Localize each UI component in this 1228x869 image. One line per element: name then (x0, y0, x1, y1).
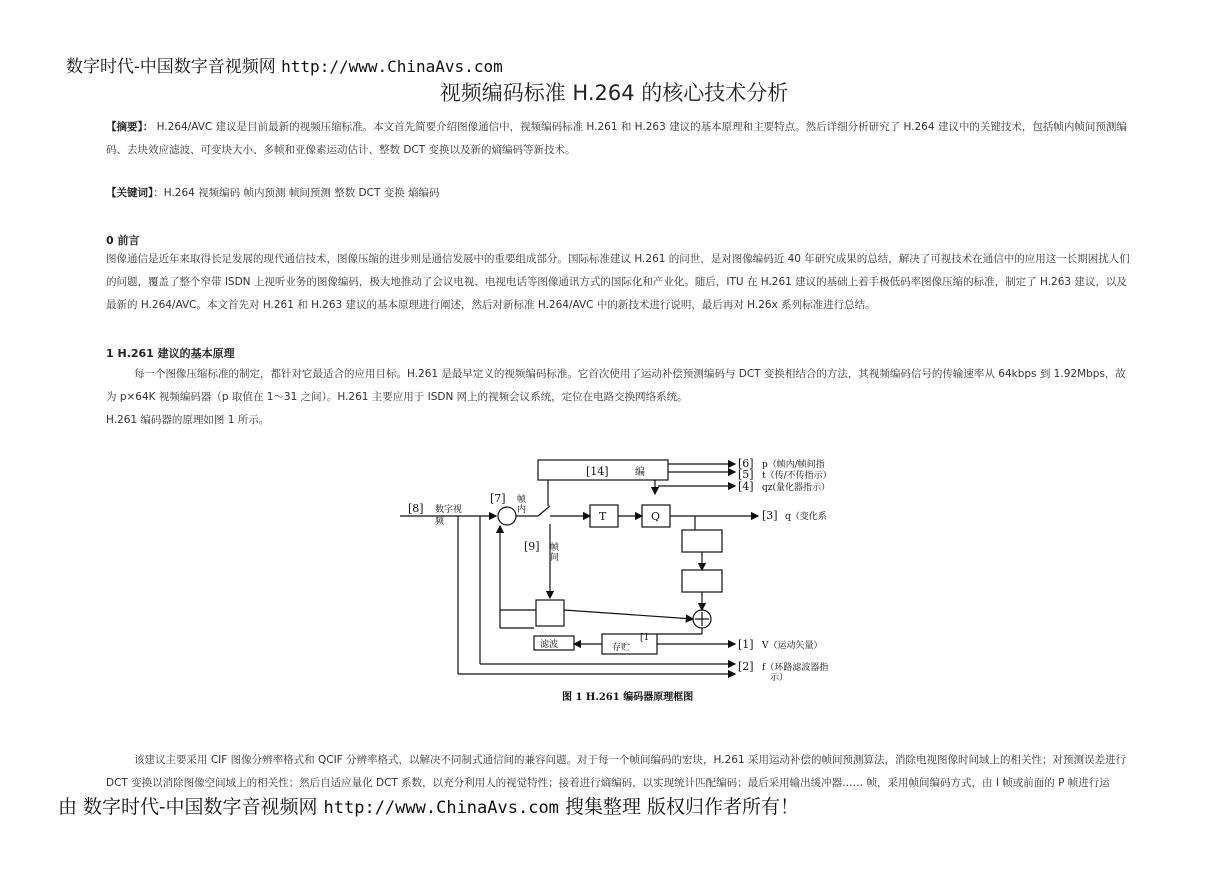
site-header (66, 52, 503, 77)
label-store: 存贮 (612, 643, 631, 653)
document-title: 视频编码标准 H.264 的核心技术分析 (439, 81, 789, 105)
h261-encoder-diagram (390, 448, 860, 708)
footer-site-url[interactable]: http://www.ChinaAvs.com (323, 798, 559, 818)
section-1-heading: 1 H.261 建议的基本原理 (106, 347, 235, 360)
label-input: 数字视 (435, 505, 463, 515)
section-0-heading: 0 前言 (106, 234, 140, 247)
label-q-out: q（变化系 (785, 512, 827, 522)
abstract (106, 116, 1132, 162)
label-T: T (599, 510, 607, 523)
label-v-out: V（运动矢量） (762, 641, 823, 651)
section-1-paragraph: 每一个图像压缩标准的制定，都针对它最适合的应用目标。H.261 是最早定义的视频编码标准。它首次使用了运动补偿预测编码与 DCT 变换相结合的方法，其视频编码信号的传输速率从 64kbps 到 1.92Mbps，故为 p×64K 视频编码器（p 取值在 1～31 之间）。H.261 主要应用于 ISDN 网上的视频会议系统，定位在电路交换网络系统。 (106, 368, 1126, 403)
label-9: [9] (524, 540, 540, 553)
abstract-label: 【摘要】： (106, 121, 154, 133)
footer-suffix: 搜集整理 版权归作者所有！ (558, 796, 800, 818)
label-Q: Q (651, 510, 661, 523)
label-1: [1] (738, 638, 754, 651)
label-4: [4] (738, 480, 754, 493)
site-url-link[interactable]: http://www.ChinaAvs.com (281, 57, 503, 76)
label-7: [7] (490, 492, 506, 505)
site-name: 数字时代-中国数字音视频网 (66, 57, 276, 77)
label-t-out: t（传/不传指示） (762, 471, 832, 481)
inverse-quantizer-box (682, 530, 722, 552)
body-paragraph-2: 该建议主要采用 CIF 图像分辨率格式和 QCIF 分辨率格式，以解决不同制式通信间的兼容问题。对于每一个帧间编码的宏块，H.261 采用运动补偿的帧间预测算法，消除电视图像时间域上的相关性；对预测误差进行 DCT 变换以消除图像空间域上的相关性；然后自适应量化 DCT 系数，以充分利用人的视觉特性；接着进行熵编码，以实现统计匹配编码；最后采用输出缓冲器…… 帧，采用帧间编码方式，由 I 帧或前面的 P 帧进行运 (106, 754, 1126, 789)
keywords-text: ：H.264 视频编码 帧内预测 帧间预测 整数 DCT 变换 熵编码 (153, 187, 440, 199)
section-0-text: 图像通信是近年来取得长足发展的现代通信技术，图像压缩的进步则是通信发展中的重要组成部分。国际标准建议 H.261 的问世，是对图像编码近 40 年研究成果的总结，解决了可视技术在通信中的应用这一长期困扰人们的问题，覆盖了整个窄带 ISDN 上视听业务的图像编码，极大地推动了会议电视、电视电话等图像通讯方式的国际化和产业化。随后，ITU 在 H.261 建议的基础上着手极低码率图像压缩的标准，制定了 H.263 建议，以及最新的 H.264/AVC。本文首先对 H.261 和 H.263 建议的基本原理进行阐述，然后对新标准 H.264/AVC 中的新技术进行说明，最后再对 H.26x 系列标准进行总结。 (106, 253, 1130, 311)
label-f-out: f（环路滤波器指 (762, 663, 829, 673)
label-inter-2: 间 (550, 553, 560, 563)
label-8: [8] (408, 502, 424, 515)
figure-caption: 图 1 H.261 编码器原理框图 (562, 692, 694, 703)
label-11: [1 (640, 633, 650, 643)
subtractor-node (498, 507, 516, 525)
keywords-label: 【关键词】 (106, 187, 154, 199)
section-1-figure-ref: H.261 编码器的原理如图 1 所示。 (106, 414, 270, 426)
label-input-2: 频 (435, 517, 445, 527)
footer-watermark (58, 792, 799, 819)
label-intra-2: 内 (517, 505, 527, 515)
label-f-out-2: 示） (770, 673, 789, 683)
footer-site-name: 数字时代-中国数字音视频网 (83, 796, 318, 818)
label-filter: 滤波 (540, 640, 559, 650)
label-2: [2] (738, 660, 754, 673)
keywords (106, 182, 1132, 205)
inverse-dct-box (682, 570, 722, 592)
label-qz-out: qz(量化器指示） (762, 483, 831, 493)
label-6: [6] (738, 457, 754, 470)
inter-switch-box (536, 600, 564, 626)
label-p-out: p（帧内/帧间指 (762, 460, 825, 470)
label-intra: 帧 (517, 495, 527, 505)
abstract-text: H.264/AVC 建议是目前最新的视频压缩标准。本文首先简要介绍图像通信中，视频编码标准 H.261 和 H.263 建议的基本原理和主要特点。然后详细分析研究了 H.264 建议中的关键技术，包括帧内帧间预测编码、去块效应滤波、可变块大小、多帧和亚像素运动估计、整数 DCT 变换以及新的熵编码等新技术。 (106, 121, 1127, 156)
label-5: [5] (738, 468, 754, 481)
label-control: 编 (635, 467, 645, 478)
label-14: [14] (586, 465, 609, 478)
footer-prefix: 由 (58, 796, 84, 818)
label-3: [3] (762, 509, 778, 522)
diagram-svg (390, 448, 860, 708)
label-inter: 帧 (550, 543, 560, 553)
